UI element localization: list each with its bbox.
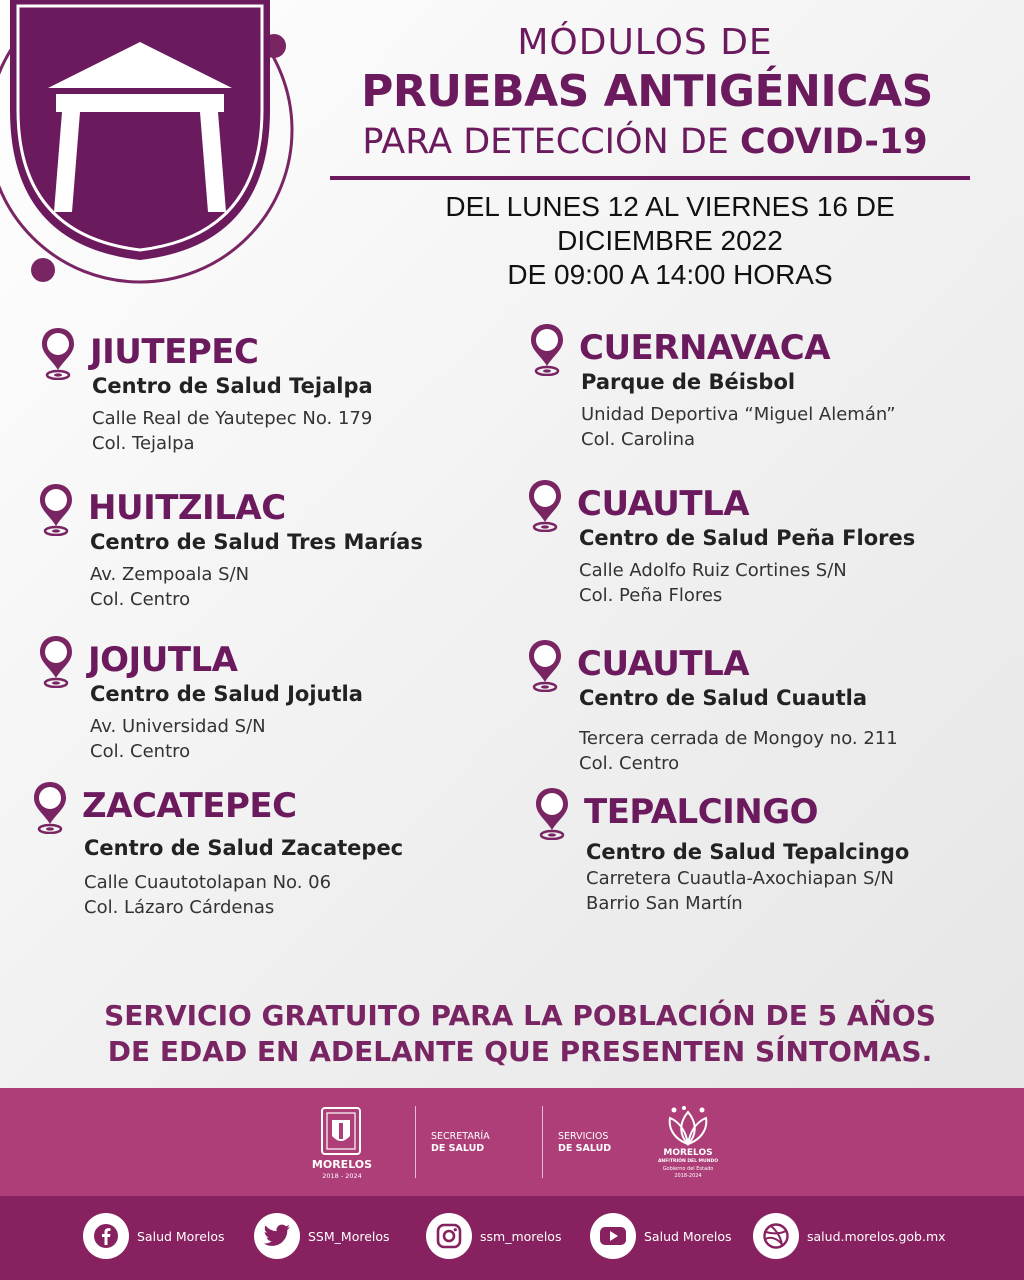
address-line-1: Calle Real de Yautepec No. 179 [92, 408, 373, 429]
title-line-3-prefix: PARA DETECCIÓN DE [362, 122, 741, 162]
address-line-2: Col. Peña Flores [579, 585, 723, 606]
morelos-seal-icon [320, 1106, 362, 1156]
instagram-icon[interactable] [426, 1213, 472, 1259]
location-pin-svg [32, 780, 68, 834]
location-place: Centro de Salud Zacatepec [84, 836, 404, 860]
logo-divider [415, 1106, 416, 1178]
location-place: Centro de Salud Tres Marías [90, 530, 423, 554]
location-place: Centro de Salud Peña Flores [579, 526, 916, 550]
location-place: Parque de Béisbol [581, 370, 796, 394]
morelos-seal-name: MORELOS [311, 1158, 373, 1171]
address-line-1: Calle Cuautotolapan No. 06 [84, 872, 332, 893]
address-line-1: Av. Zempoala S/N [90, 564, 250, 585]
location-place: Centro de Salud Tepalcingo [586, 840, 910, 864]
location-address [581, 402, 896, 452]
lotus-icon [660, 1106, 716, 1146]
location-pin-svg [529, 322, 565, 376]
title-line-3-bold: COVID-19 [740, 122, 928, 162]
location-city: JOJUTLA [88, 640, 238, 680]
social-label[interactable]: ssm_morelos [480, 1228, 562, 1244]
social-youtube[interactable] [590, 1212, 732, 1260]
social-label[interactable]: Salud Morelos [137, 1228, 225, 1244]
address-line-1: Unidad Deportiva “Miguel Alemán” [581, 404, 896, 425]
title-line-3 [330, 122, 960, 162]
address-line-2: Col. Lázaro Cárdenas [84, 897, 275, 918]
location-place: Centro de Salud Cuautla [579, 686, 868, 710]
location-pin-svg [38, 482, 74, 536]
gobierno-tag: ANFITRIÓN DEL MUNDO [657, 1159, 719, 1164]
location-address [92, 406, 372, 456]
location-city: TEPALCINGO [584, 792, 819, 832]
title-line-1: MÓDULOS DE [517, 22, 773, 63]
location-address [90, 562, 249, 612]
address-line-1: Calle Adolfo Ruiz Cortines S/N [579, 560, 847, 581]
service-line-2: DE EDAD EN ADELANTE QUE PRESENTEN SÍNTOMAS. [107, 1035, 933, 1068]
gobierno-morelos-logo [652, 1088, 724, 1196]
social-twitter[interactable] [254, 1212, 390, 1260]
schedule-month: DICIEMBRE 2022 [557, 225, 783, 256]
location-address [579, 726, 898, 776]
location-address [90, 714, 266, 764]
social-label[interactable]: salud.morelos.gob.mx [807, 1228, 946, 1244]
title-line-2: PRUEBAS ANTIGÉNICAS [361, 66, 933, 117]
address-line-1: Tercera cerrada de Mongoy no. 211 [579, 728, 898, 749]
location-pin-svg [527, 638, 563, 692]
location-pin-svg [38, 634, 74, 688]
address-line-1: Carretera Cuautla-Axochiapan S/N [586, 868, 894, 889]
location-address [84, 870, 331, 920]
social-instagram[interactable] [426, 1212, 561, 1260]
logos-band [0, 1088, 1024, 1196]
address-line-2: Col. Carolina [581, 429, 696, 450]
secretaria-line-1: SECRETARÍA [431, 1131, 490, 1142]
address-line-2: Col. Centro [579, 753, 680, 774]
twitter-icon[interactable] [254, 1213, 300, 1259]
secretaria-line-2: DE SALUD [431, 1143, 485, 1154]
social-facebook[interactable] [83, 1212, 225, 1260]
health-module-emblem [0, 0, 300, 290]
gobierno-sub: Gobierno del Estado [662, 1166, 714, 1172]
servicios-salud-logo [558, 1088, 648, 1196]
location-city: CUAUTLA [577, 644, 750, 684]
location-city: CUERNAVACA [579, 328, 831, 368]
location-pin-svg [534, 786, 570, 840]
service-notice [60, 998, 980, 1070]
servicios-line-1: SERVICIOS [558, 1131, 609, 1142]
location-city: JIUTEPEC [90, 332, 259, 372]
schedule-hours: DE 09:00 A 14:00 HORAS [507, 259, 833, 290]
gobierno-name: MORELOS [663, 1148, 713, 1158]
location-address [586, 866, 894, 916]
youtube-icon[interactable] [590, 1213, 636, 1259]
location-city: HUITZILAC [88, 488, 286, 528]
logo-divider [542, 1106, 543, 1178]
title-divider [330, 176, 970, 180]
social-label[interactable]: SSM_Morelos [308, 1228, 390, 1244]
location-address [579, 558, 847, 608]
location-city: ZACATEPEC [82, 786, 297, 826]
morelos-seal-logo [302, 1088, 382, 1196]
address-line-2: Col. Centro [90, 589, 191, 610]
web-icon[interactable] [753, 1213, 799, 1259]
morelos-seal-years: 2018 - 2024 [322, 1172, 362, 1180]
location-city: CUAUTLA [577, 484, 750, 524]
address-line-2: Col. Centro [90, 741, 191, 762]
location-pin-svg [40, 326, 76, 380]
location-place: Centro de Salud Jojutla [90, 682, 363, 706]
gobierno-years: 2018-2024 [674, 1173, 702, 1179]
location-pin-svg [527, 478, 563, 532]
social-web[interactable] [753, 1212, 946, 1260]
servicios-line-2: DE SALUD [558, 1143, 612, 1154]
address-line-2: Col. Tejalpa [92, 433, 195, 454]
service-line-1: SERVICIO GRATUITO PARA LA POBLACIÓN DE 5 AÑOS [104, 999, 936, 1032]
address-line-2: Barrio San Martín [586, 893, 743, 914]
location-place: Centro de Salud Tejalpa [92, 374, 373, 398]
social-label[interactable]: Salud Morelos [644, 1228, 732, 1244]
schedule [400, 190, 940, 292]
secretaria-salud-logo [431, 1088, 531, 1196]
schedule-dates: DEL LUNES 12 AL VIERNES 16 DE [445, 191, 895, 222]
facebook-icon[interactable] [83, 1213, 129, 1259]
address-line-1: Av. Universidad S/N [90, 716, 266, 737]
